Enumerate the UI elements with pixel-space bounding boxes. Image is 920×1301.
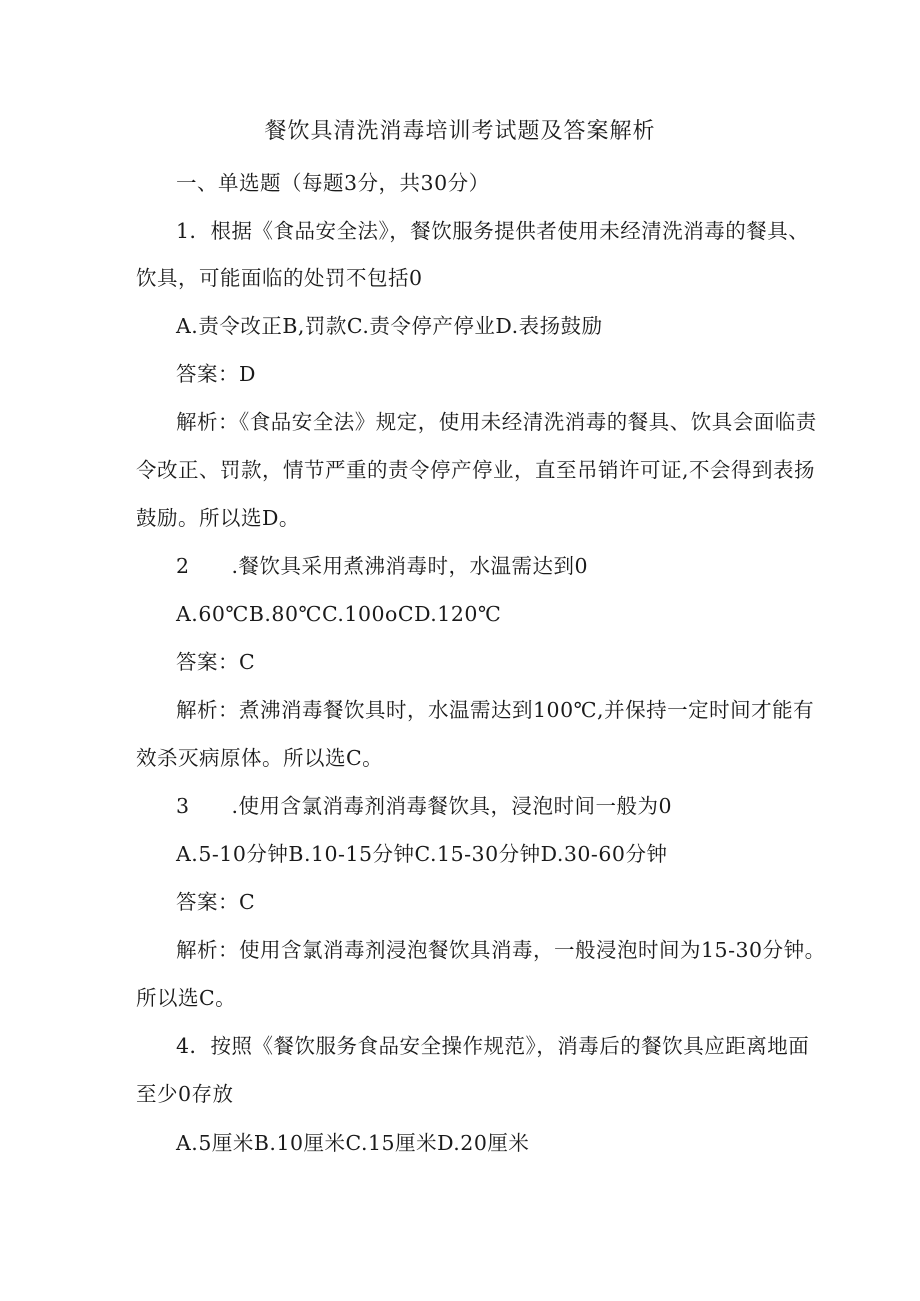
question-3-stem: 3 .使用含氯消毒剂消毒餐饮具，浸泡时间一般为0 [176, 794, 673, 818]
question-3-analysis-line-2: 所以选C。 [136, 986, 237, 1010]
question-3-answer: 答案：C [176, 890, 256, 914]
question-4-stem-line-2: 至少0存放 [136, 1082, 234, 1106]
question-1-analysis-line-3: 鼓励。所以选D。 [136, 506, 300, 530]
question-4-stem-line-1: 4．按照《餐饮服务食品安全操作规范》，消毒后的餐饮具应距离地面 [176, 1034, 810, 1058]
section-heading: 一、单选题（每题3分，共30分） [176, 171, 490, 195]
question-4-options: A.5厘米B.10厘米C.15厘米D.20厘米 [176, 1131, 530, 1155]
question-2-options: A.60℃B.80℃C.100oCD.120℃ [176, 602, 502, 626]
question-1-options: A.责令改正B,罚款C.责令停产停业D.表扬鼓励 [176, 314, 603, 338]
question-1-answer: 答案：D [176, 362, 256, 386]
question-2-answer: 答案：C [176, 650, 256, 674]
question-3-options: A.5-10分钟B.10-15分钟C.15-30分钟D.30-60分钟 [176, 842, 668, 866]
question-3-analysis-line-1: 解析：使用含氯消毒剂浸泡餐饮具消毒，一般浸泡时间为15-30分钟。 [176, 938, 826, 962]
question-2-analysis-line-1: 解析：煮沸消毒餐饮具时，水温需达到100℃,并保持一定时间才能有 [176, 698, 815, 722]
question-1-analysis-line-2: 令改正、罚款，情节严重的责令停产停业，直至吊销许可证,不会得到表扬 [136, 458, 816, 482]
question-1-stem-line-2: 饮具，可能面临的处罚不包括0 [136, 266, 423, 290]
question-2-stem: 2 .餐饮具采用煮沸消毒时，水温需达到0 [176, 554, 589, 578]
question-1-analysis-line-1: 解析：《食品安全法》规定，使用未经清洗消毒的餐具、饮具会面临责 [176, 410, 817, 434]
document-title: 餐饮具清洗消毒培训考试题及答案解析 [264, 119, 656, 144]
question-1-stem-line-1: 1．根据《食品安全法》，餐饮服务提供者使用未经清洗消毒的餐具、 [176, 219, 810, 243]
question-2-analysis-line-2: 效杀灭病原体。所以选C。 [136, 746, 384, 770]
